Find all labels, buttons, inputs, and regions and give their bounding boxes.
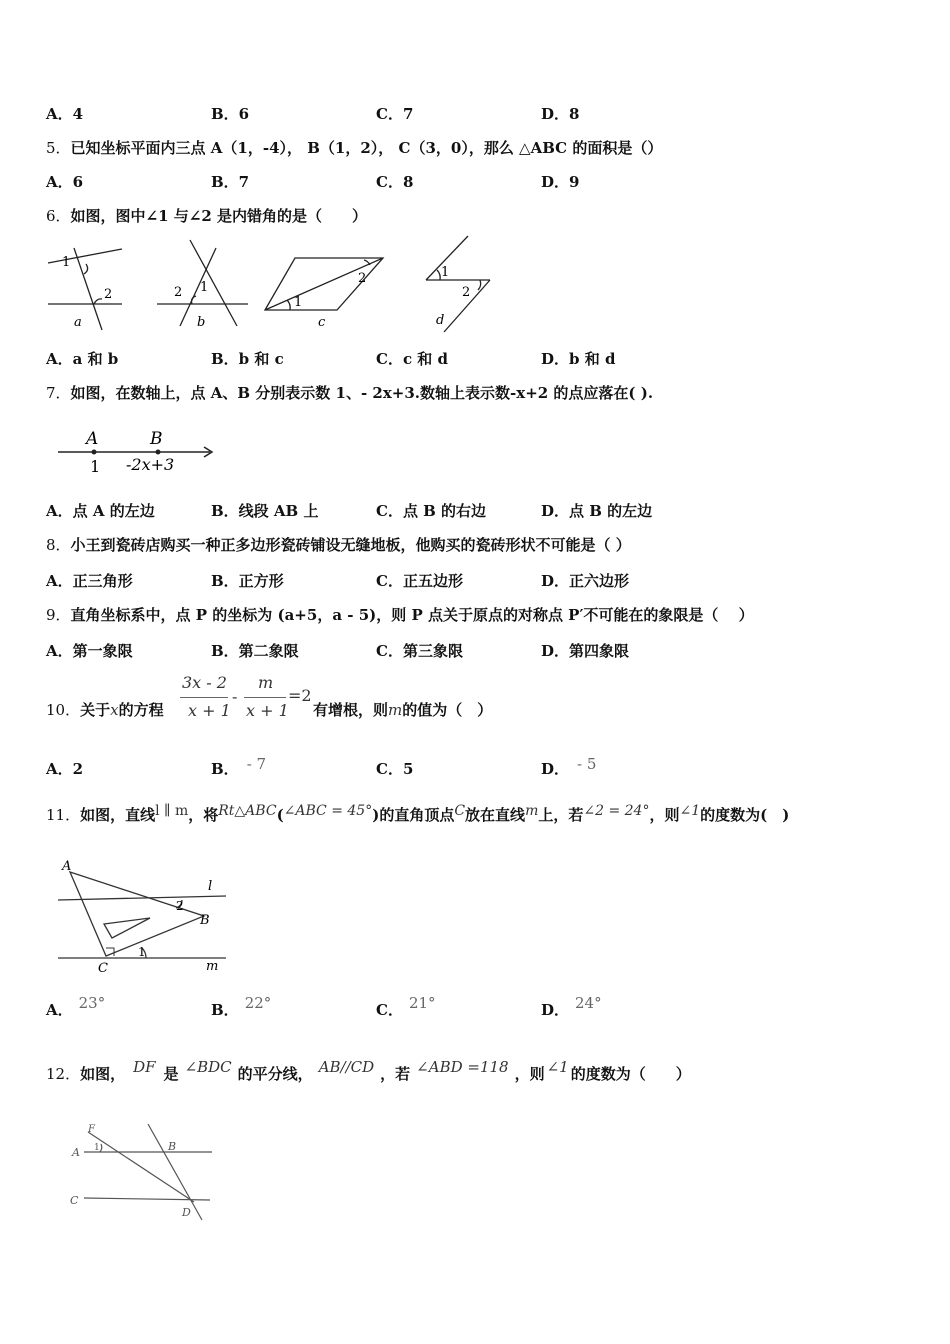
q9-option-a: A．第一象限	[46, 642, 133, 660]
q11-figure	[54, 852, 234, 977]
q9-option-d: D．第四象限	[541, 642, 630, 660]
q6-label-d: d	[436, 313, 445, 328]
q6-label-2c: 2	[358, 271, 367, 286]
q6-option-c: C．c 和 d	[376, 350, 449, 368]
q6-label-1c: 1	[294, 295, 303, 310]
q12-label-1: 1	[94, 1143, 100, 1153]
q10-frac1-den: x + 1	[188, 701, 231, 720]
q4-option-c: C．7	[376, 105, 414, 123]
q10-option-c: C．5	[376, 760, 414, 778]
q10-frac2-bar	[244, 697, 286, 698]
q10-frac1-bar	[180, 697, 228, 698]
q10-minus: -	[232, 687, 238, 706]
q4-option-b: B．6	[211, 105, 250, 123]
q11-label-C: C	[98, 961, 108, 976]
q7-number-line	[54, 424, 224, 480]
q5-text: 5．已知坐标平面内三点 A（1，-4）， B（1，2）， C（3，0），那么 △ABC 的面积是（）	[46, 139, 663, 157]
q9-option-c: C．第三象限	[376, 642, 463, 660]
q11-label-1: 1	[138, 945, 146, 959]
q12-label-A: A	[72, 1146, 80, 1159]
q10-equals: =2	[288, 686, 312, 705]
q6-label-1b: 1	[200, 280, 209, 295]
q5-option-d: D．9	[541, 173, 580, 191]
q11-option-a: A． 23°	[46, 994, 106, 1019]
q12-label-D: D	[182, 1206, 191, 1219]
q12-text: 12．如图， DF 是 ∠BDC 的平分线， AB//CD ，若 ∠ABD =118 ，则 ∠1 的度数为（ ）	[46, 1058, 691, 1083]
q6-label-2d: 2	[462, 285, 471, 300]
q7-value-b: -2x+3	[126, 455, 175, 474]
q8-option-b: B．正方形	[211, 572, 284, 590]
q7-point-b	[156, 450, 161, 455]
q7-label-a: A	[86, 429, 99, 449]
q6-text: 6．如图，图中∠1 与∠2 是内错角的是（ ）	[46, 207, 368, 225]
q6-option-b: B．b 和 c	[211, 350, 284, 368]
q11-label-m: m	[206, 959, 219, 974]
q11-option-c: C． 21°	[376, 994, 436, 1019]
q6-option-a: A．a 和 b	[46, 350, 119, 368]
q4-option-d: D．8	[541, 105, 580, 123]
q12-label-B: B	[168, 1140, 177, 1153]
q10-frac2-den: x + 1	[246, 701, 289, 720]
q9-text: 9．直角坐标系中，点 P 的坐标为 (a+5，a - 5)，则 P 点关于原点的对称点 P′不可能在的象限是（ ）	[46, 606, 754, 624]
q6-label-c: c	[318, 315, 326, 330]
q9-option-b: B．第二象限	[211, 642, 299, 660]
q11-label-l: l	[208, 879, 213, 894]
q6-label-a: a	[74, 315, 82, 330]
q7-option-c: C．点 B 的右边	[376, 502, 487, 520]
q11-label-2: 2	[176, 899, 184, 913]
q7-option-b: B．线段 AB 上	[211, 502, 319, 520]
q5-option-a: A．6	[46, 173, 84, 191]
q10-text-end: 有增根，则m的值为（ ）	[313, 701, 493, 719]
q12-figure	[64, 1118, 224, 1228]
q10-option-b: B． - 7	[211, 755, 267, 778]
q10-option-d: D． - 5	[541, 755, 597, 778]
q10-frac1-num: 3x - 2	[182, 673, 227, 692]
q6-label-1a: 1	[62, 255, 71, 270]
q7-option-a: A．点 A 的左边	[46, 502, 155, 520]
q5-option-b: B．7	[211, 173, 250, 191]
q6-figure	[40, 234, 510, 334]
q12-label-F: F	[88, 1124, 95, 1135]
q7-option-d: D．点 B 的左边	[541, 502, 653, 520]
q6-label-2b: 2	[174, 285, 183, 300]
q10-option-a: A．2	[46, 760, 84, 778]
q8-option-d: D．正六边形	[541, 572, 630, 590]
q6-label-1d: 1	[441, 265, 450, 280]
q5-option-c: C．8	[376, 173, 414, 191]
q6-label-2a: 2	[104, 287, 113, 302]
q7-label-b: B	[150, 429, 163, 449]
q10-text-start: 10．关于x的方程	[46, 701, 164, 719]
q11-label-A: A	[62, 859, 72, 874]
q11-text: 11．如图，直线l ∥ m，将Rt△ABC(∠ABC = 45°)的直角顶点C放在直线m上，若∠2 = 24°，则∠1的度数为( )	[46, 803, 790, 824]
q8-option-c: C．正五边形	[376, 572, 463, 590]
q7-point-a	[92, 450, 97, 455]
q8-text: 8．小王到瓷砖店购买一种正多边形瓷砖铺设无缝地板，他购买的瓷砖形状不可能是（ ）	[46, 536, 631, 554]
q6-option-d: D．b 和 d	[541, 350, 616, 368]
q10-frac2-num: m	[258, 673, 274, 692]
q7-text: 7．如图，在数轴上，点 A、B 分别表示数 1、- 2x+3.数轴上表示数-x+2 的点应落在( ).	[46, 384, 654, 402]
q11-label-B: B	[200, 913, 210, 928]
q4-option-a: A．4	[46, 105, 84, 123]
q8-option-a: A．正三角形	[46, 572, 133, 590]
q6-label-b: b	[197, 315, 206, 330]
q11-option-d: D． 24°	[541, 994, 602, 1019]
q7-value-a: 1	[90, 457, 101, 476]
q11-option-b: B． 22°	[211, 994, 272, 1019]
q12-label-C: C	[70, 1194, 79, 1207]
